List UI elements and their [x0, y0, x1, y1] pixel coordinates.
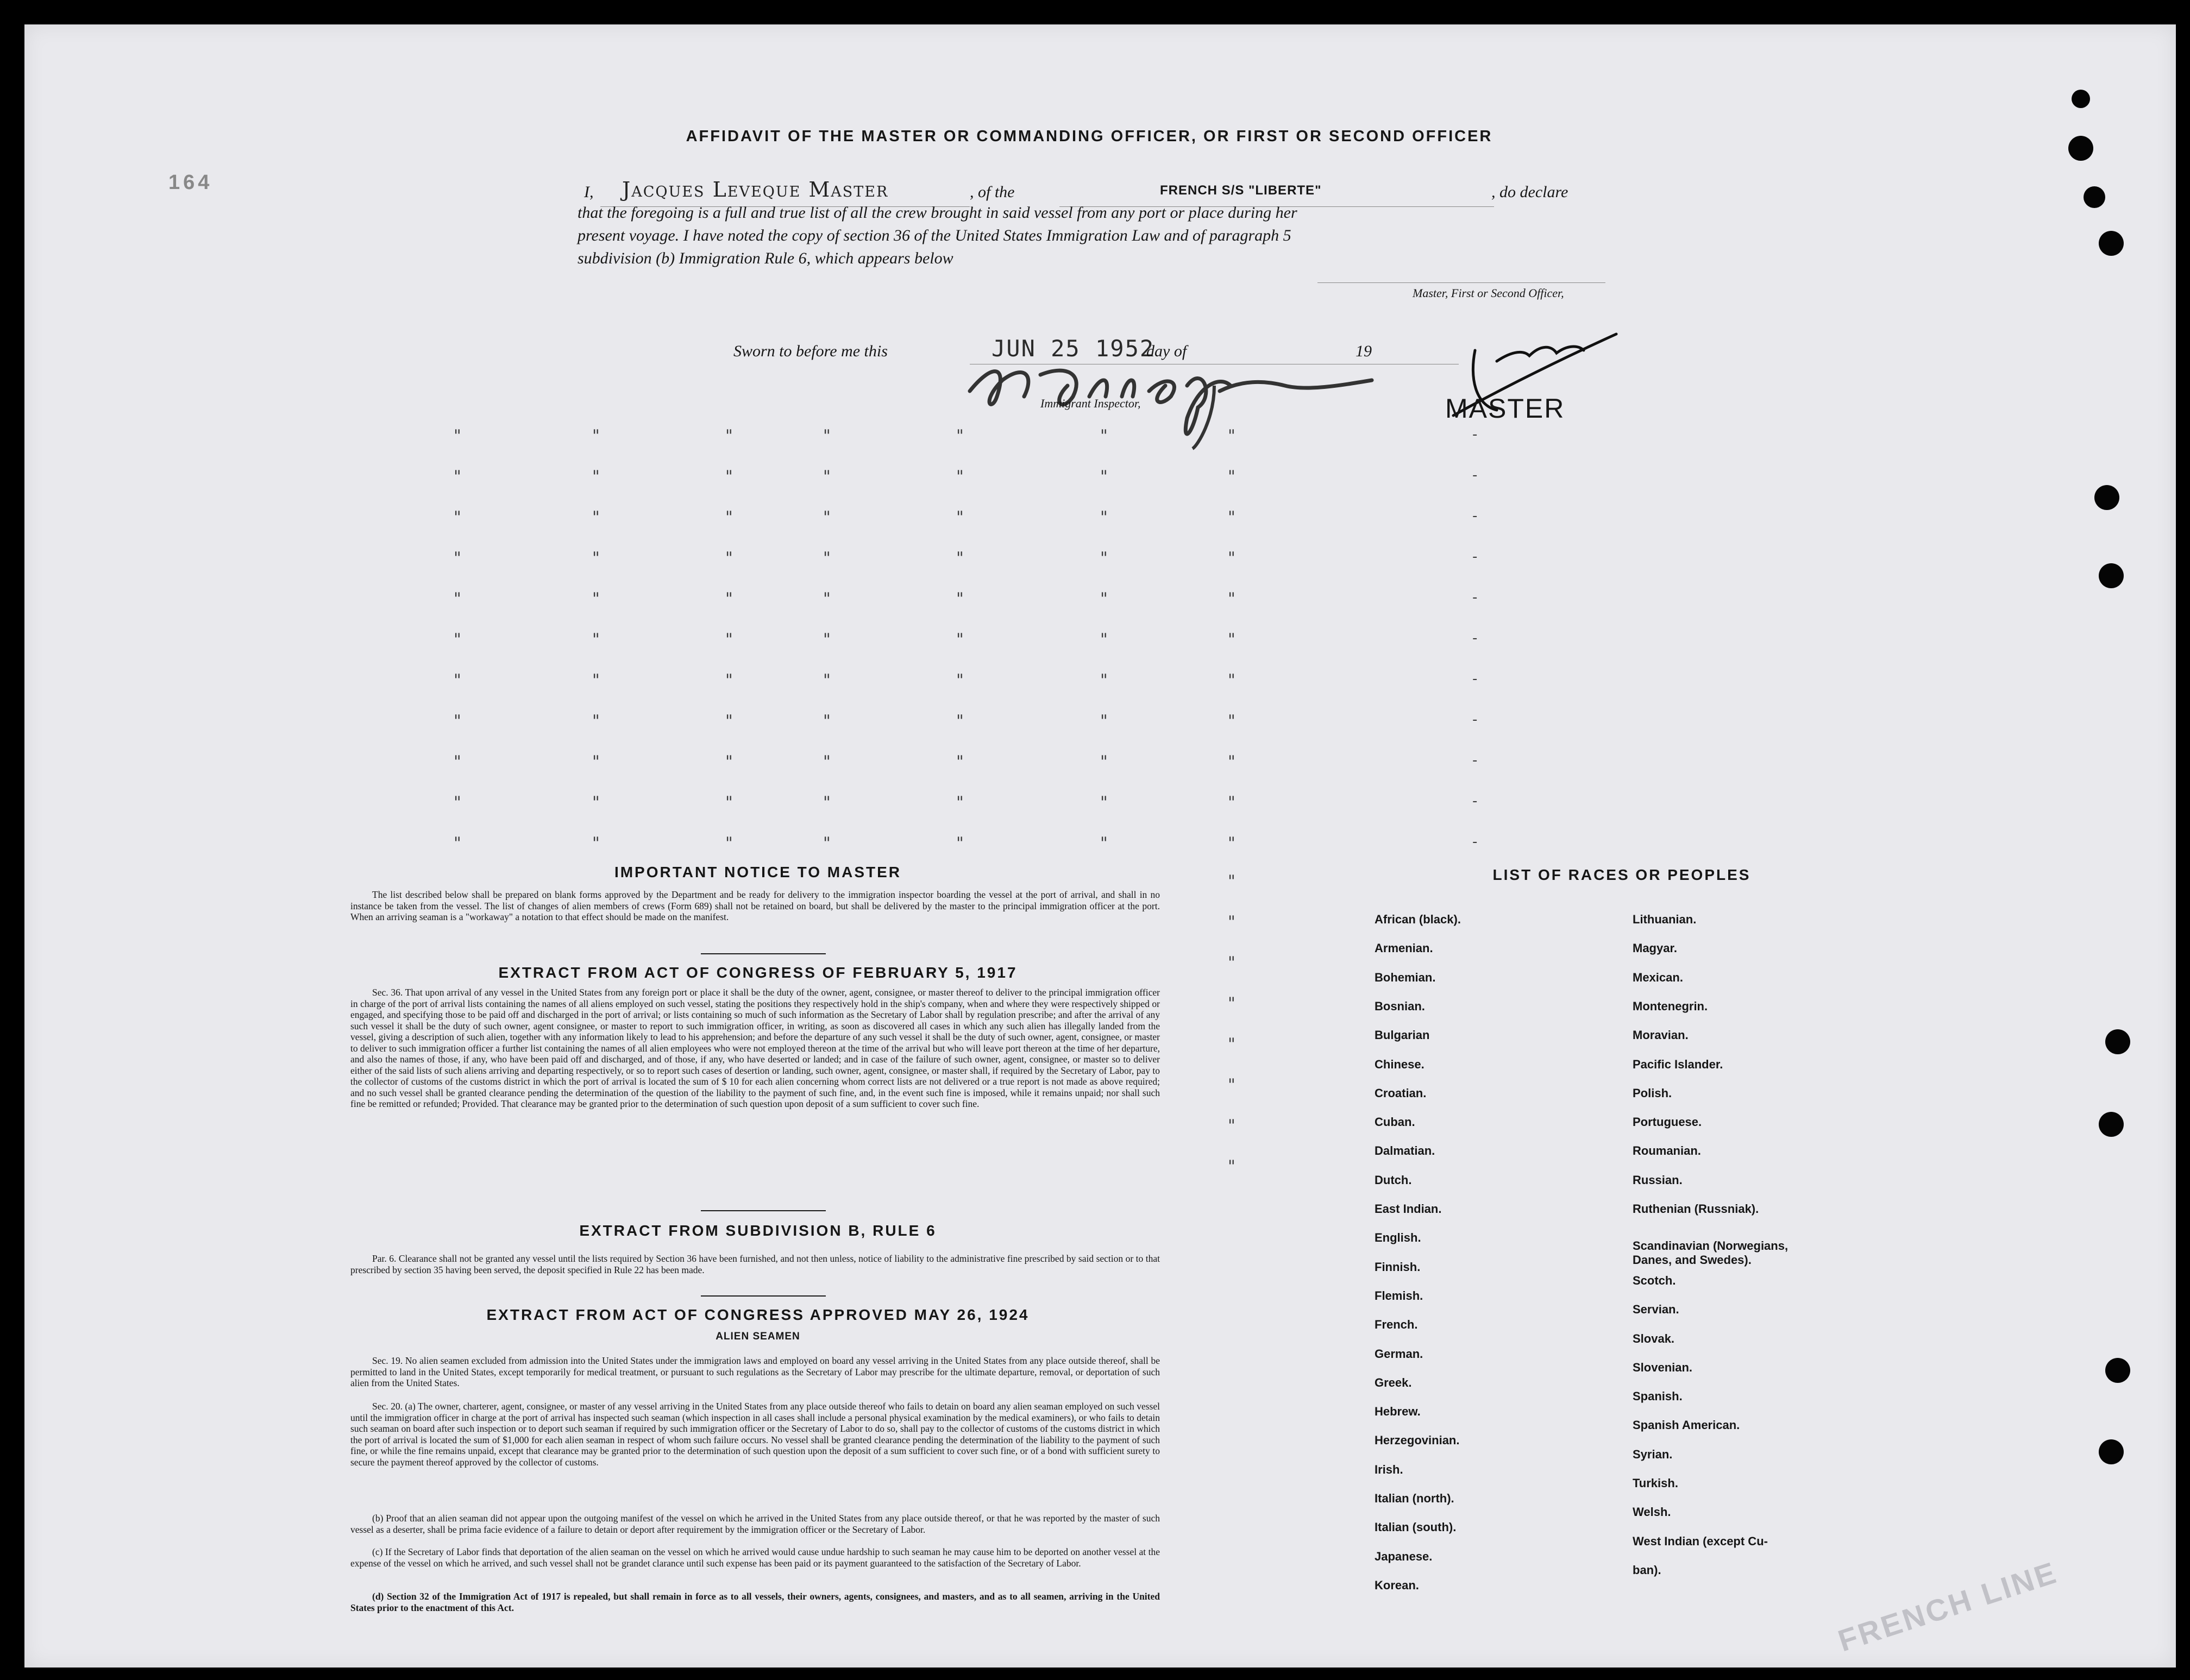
extract-1924-sec19: Sec. 19. No alien seamen excluded from admission into the United States under the immigration laws and employed on board any vessel arriving in the United States from any place outside thereof, shall be permitted to land in the United States, except temporarily for medical treatment, or pursuant to such regulations as the Secretary of Labor may prescribe for the ultimate departure, removal, or deportation of such alien from the United States. [350, 1355, 1160, 1388]
extract-1924-sec20b: (b) Proof that an alien seaman did not appear upon the outgoing manifest of the vessel on which he arrived in the United States from any place outside thereof, or that he was reported by the master of such vessel as a deserter, shall be prima facie evidence of a failure to detain or deport after requirement by the immigration officer or the Secretary of Labor. [350, 1513, 1160, 1535]
ditto-mark: " [1100, 589, 1108, 608]
ditto-mark: " [956, 752, 964, 771]
ditto-mark: " [1100, 712, 1108, 731]
dash-mark: - [1472, 589, 1478, 606]
race-item: Dutch. [1375, 1173, 1412, 1187]
affidavit-title: AFFIDAVIT OF THE MASTER OR COMMANDING OFFICER, OR FIRST OR SECOND OFFICER [686, 128, 1493, 145]
race-item: Portuguese. [1633, 1115, 1702, 1129]
ditto-mark: " [956, 508, 964, 527]
ditto-mark: " [1228, 1075, 1235, 1094]
ditto-mark: " [1100, 671, 1108, 690]
race-item: French. [1375, 1318, 1418, 1332]
dash-mark: - [1472, 426, 1478, 443]
important-notice-text: The list described below shall be prepared on blank forms approved by the Department and be ready for delivery to the immigration inspector boarding the vessel at the port of arrival, and shall in no instance be taken from the vessel. The list of changes of alien members of crews (Form 689) shall not be retained on board, but shall be delivered by the master to the principal immigration officer at the port. When an arriving seaman is a "workaway" a notation to that effect should be made on the manifest. [350, 889, 1160, 922]
affidavit-i-label: I, [584, 183, 594, 201]
ditto-mark: " [725, 508, 733, 527]
ditto-mark: " [1228, 793, 1235, 812]
ditto-mark: " [1228, 994, 1235, 1013]
ditto-mark: " [592, 793, 600, 812]
punch-hole [2099, 231, 2124, 256]
ditto-mark: " [1228, 508, 1235, 527]
extract-1924-sec20a: Sec. 20. (a) The owner, charterer, agent, consignee, or master of any vessel arriving in the United States from any place outside thereof who fails to detain on board any alien seaman employed on such vessel until the immigration officer in charge at the port of arrival has inspected such seaman (which inspection in all cases shall include a personal physical examination by the medical examiners), or who fails to detain such seaman on board after such inspection or to deport such seaman if required by such immigration officer or the Secretary of Labor to do so, shall pay to the collector of customs of the customs district in which the port of arrival is located the sum of $1,000 for each alien seaman in respect of whom such failure occurs. No vessel shall be granted clearance pending the determination of the liability to the payment of such fine, or while the fine remains unpaid, except that clearance may be granted prior to the determination of such question upon the deposit of a sum sufficient to cover such fine, or of a bond with sufficient surety to secure the payment thereof approved by the collector of customs. [350, 1401, 1160, 1468]
punch-hole [2099, 1112, 2124, 1137]
master-name-handwritten: Jacques Leveque Master [622, 178, 889, 202]
bleed-through-stamp: FRENCH LINE [1834, 1555, 2062, 1658]
ditto-mark: " [1228, 1157, 1235, 1176]
race-item: Montenegrin. [1633, 999, 1708, 1013]
ditto-mark: " [592, 671, 600, 690]
ditto-mark: " [823, 508, 831, 527]
ditto-mark: " [725, 671, 733, 690]
ditto-mark: " [454, 549, 461, 568]
ditto-mark: " [725, 630, 733, 649]
race-item: German. [1375, 1346, 1423, 1361]
extract-1924-title: EXTRACT FROM ACT OF CONGRESS APPROVED MAY 26, 1924 [486, 1306, 1030, 1323]
race-item: English. [1375, 1231, 1421, 1245]
race-item: Syrian. [1633, 1447, 1673, 1461]
race-item: Roumanian. [1633, 1144, 1701, 1158]
races-title: LIST OF RACES OR PEOPLES [1492, 866, 1751, 883]
ditto-mark: " [823, 589, 831, 608]
race-item: Croatian. [1375, 1086, 1427, 1100]
race-item: Slovak. [1633, 1331, 1675, 1345]
dash-mark: - [1472, 630, 1478, 646]
affidavit-do-declare: , do declare [1491, 183, 1568, 201]
dash-mark: - [1472, 467, 1478, 483]
ditto-mark: " [454, 752, 461, 771]
punch-hole [2084, 186, 2105, 208]
race-item: Finnish. [1375, 1260, 1421, 1274]
race-item: Italian (north). [1375, 1492, 1454, 1505]
sworn-date-stamp: JUN 25 1952 [992, 335, 1155, 362]
ditto-mark: " [592, 752, 600, 771]
race-item: Moravian. [1633, 1028, 1689, 1042]
extract-1917-text: Sec. 36. That upon arrival of any vessel in the United States from any foreign port or place it shall be the duty of the owner, agent, consignee, or master thereof to deliver to the principal immigration officer in charge of the port of arrival lists containing the names of all aliens employed on such vessel, stating the positions they respectively hold in the ship's company, when and where they were respectively shipped or engaged, and specifying those to be paid off and discharged in the port of arrival; or lists containing so much of such information as the Secretary of Labor shall by regulation prescribe; and after the arrival of any such vessel it shall be the duty of such owner, agent consignee, or master to report to such immigration officer, in writing, as soon as discovered all cases in which any such alien has illegally landed from the vessel, giving a description of such alien, together with any information likely to lead to his apprehension; and before the departure of any such vessel it shall be the duty of such owner, agent, consignee, or master to deliver to such immigration officer a further list containing the names of all alien employees who were not employed thereon at the time of the arrival but who will leave port thereon at the time of her departure, and also the names of those, if any, who have been paid off and discharged, and of those, if any, who have deserted or landed; and in case of the failure of such owner, agent, consignee, or master so to deliver either of the said lists of such aliens arriving and departing respectively, or so to report such cases of desertion or landing, such owner, agent, consignee, or master shall, if required by the Secretary of Labor, pay to the collector of customs of the customs district in which the port of arrival is located the sum of $ 10 for each alien concerning whom correct lists are not delivered or a true report is not made as above required; and no such vessel shall be granted clearance pending the determination of the question of the liability to the payment of such fine, and, in the event such fine is imposed, while it remains unpaid; nor shall such fine be remitted or refunded; Provided. That clearance may be granted prior to the determination of such question upon deposit of a sum sufficient to cover such fine. [350, 987, 1160, 1109]
race-item: Irish. [1375, 1462, 1403, 1476]
ditto-mark: " [1228, 426, 1235, 445]
punch-hole [2094, 485, 2119, 510]
dash-mark: - [1472, 508, 1478, 524]
race-item: Cuban. [1375, 1115, 1415, 1129]
race-item: Scotch. [1633, 1273, 1676, 1287]
ditto-mark: " [454, 834, 461, 853]
dash-mark: - [1472, 793, 1478, 809]
ditto-mark: " [956, 793, 964, 812]
race-item: Korean. [1375, 1578, 1419, 1592]
extract-rule6-text: Par. 6. Clearance shall not be granted any vessel until the lists required by Section 36 have been furnished, and not then unless, notice of liability to the administrative fine prescribed by said section or to that prescribed by section 35 having been served, the deposit specified in Rule 22 has been made. [350, 1253, 1160, 1275]
inspector-signature [959, 342, 1383, 451]
punch-hole [2072, 90, 2090, 108]
ditto-mark: " [592, 834, 600, 853]
ditto-mark: " [956, 589, 964, 608]
ditto-mark: " [725, 426, 733, 445]
ditto-mark: " [823, 671, 831, 690]
ditto-mark: " [823, 467, 831, 486]
ditto-mark: " [1100, 834, 1108, 853]
ditto-mark: " [454, 467, 461, 486]
ditto-mark: " [1228, 1035, 1235, 1054]
affidavit-statement-2: present voyage. I have noted the copy of section 36 of the United States Immigration Law and of paragraph 5 [578, 226, 1291, 244]
ditto-mark: " [1228, 712, 1235, 731]
ditto-mark: " [454, 793, 461, 812]
ditto-mark: " [1100, 793, 1108, 812]
ditto-mark: " [725, 834, 733, 853]
master-stamp: MASTER [1445, 393, 1565, 424]
signature-caption: Master, First or Second Officer, [1413, 286, 1564, 300]
race-item: African (black). [1375, 913, 1461, 926]
ditto-mark: " [725, 752, 733, 771]
ditto-mark: " [592, 467, 600, 486]
important-notice-title: IMPORTANT NOTICE TO MASTER [614, 864, 902, 880]
ditto-mark: " [1228, 671, 1235, 690]
race-item: Lithuanian. [1633, 913, 1697, 926]
race-item: Chinese. [1375, 1057, 1425, 1071]
race-item: Armenian. [1375, 941, 1433, 955]
race-item: Spanish American. [1633, 1418, 1740, 1432]
race-item: Turkish. [1633, 1476, 1678, 1490]
ditto-mark: " [592, 630, 600, 649]
ditto-mark: " [823, 549, 831, 568]
race-item: Russian. [1633, 1173, 1683, 1187]
ditto-mark: " [592, 549, 600, 568]
ditto-mark: " [1228, 834, 1235, 853]
extract-1924-sec20c: (c) If the Secretary of Labor finds that deportation of the alien seaman on the vessel on which he arrived would cause undue hardship to such seaman he may cause him to be deported on another vessel at the expense of the vessel on which he arrived, and such vessel shall not be grandet clarance until such expense has been paid or its payment guaranteed to the satisfaction of the Secretary of Labor. [350, 1546, 1160, 1569]
race-item: Servian. [1633, 1303, 1679, 1317]
ditto-mark: " [956, 712, 964, 731]
document-page [24, 24, 2176, 1668]
race-item: Flemish. [1375, 1288, 1423, 1303]
race-item: West Indian (except Cu- [1633, 1534, 1768, 1548]
ditto-mark: " [1228, 913, 1235, 932]
ditto-mark: " [454, 712, 461, 731]
dash-mark: - [1472, 834, 1478, 850]
ditto-mark: " [725, 589, 733, 608]
ditto-mark: " [1228, 752, 1235, 771]
race-item: Slovenian. [1633, 1360, 1693, 1374]
ditto-mark: " [1228, 549, 1235, 568]
dash-mark: - [1472, 671, 1478, 687]
race-item: Polish. [1633, 1086, 1672, 1100]
punch-hole [2068, 136, 2093, 161]
ditto-mark: " [956, 671, 964, 690]
ditto-mark: " [1228, 953, 1235, 972]
ditto-mark: " [1100, 752, 1108, 771]
race-item: Bohemian. [1375, 970, 1436, 984]
ditto-mark: " [823, 712, 831, 731]
race-item: Greek. [1375, 1375, 1412, 1389]
ditto-mark: " [1100, 508, 1108, 527]
race-item: Dalmatian. [1375, 1144, 1435, 1158]
race-item: Italian (south). [1375, 1520, 1457, 1534]
day-of-label: day of [1146, 342, 1187, 360]
ditto-mark: " [592, 426, 600, 445]
ditto-mark: " [823, 793, 831, 812]
race-item: Scandinavian (Norwegians, [1633, 1239, 1789, 1253]
divider [701, 1295, 826, 1297]
ditto-mark: " [1228, 1116, 1235, 1135]
extract-rule6-title: EXTRACT FROM SUBDIVISION B, RULE 6 [579, 1222, 937, 1239]
extract-1917-title: EXTRACT FROM ACT OF CONGRESS OF FEBRUARY 5, 1917 [498, 964, 1018, 981]
race-item: Danes, and Swedes). [1633, 1253, 1752, 1267]
ditto-mark: " [1228, 630, 1235, 649]
punch-hole [2099, 563, 2124, 588]
race-item: Herzegovinian. [1375, 1433, 1460, 1448]
race-item: Magyar. [1633, 941, 1677, 955]
ditto-mark: " [956, 630, 964, 649]
ditto-mark: " [725, 467, 733, 486]
ditto-mark: " [956, 426, 964, 445]
divider [701, 953, 826, 954]
margin-page-number: 164 [168, 171, 213, 194]
alien-seamen-subtitle: ALIEN SEAMEN [716, 1331, 800, 1342]
punch-hole [2105, 1029, 2130, 1054]
punch-hole [2105, 1358, 2130, 1383]
race-item: Pacific Islander. [1633, 1057, 1723, 1071]
affidavit-statement-3: subdivision (b) Immigration Rule 6, which appears below [578, 249, 953, 267]
race-item: Welsh. [1633, 1505, 1671, 1519]
ditto-mark: " [1228, 589, 1235, 608]
ditto-mark: " [1100, 467, 1108, 486]
race-item: Spanish. [1633, 1389, 1683, 1404]
affidavit-of-the: , of the [970, 183, 1015, 201]
signature-line [1317, 282, 1605, 283]
ditto-mark: " [454, 508, 461, 527]
dash-mark: - [1472, 752, 1478, 769]
ditto-mark: " [823, 426, 831, 445]
ditto-mark: " [1100, 549, 1108, 568]
inspector-caption: Immigrant Inspector, [1040, 397, 1141, 410]
ditto-mark: " [1228, 872, 1235, 891]
dash-mark: - [1472, 549, 1478, 565]
ditto-mark: " [823, 834, 831, 853]
year-prefix: 19 [1356, 342, 1372, 360]
sworn-label: Sworn to before me this [733, 342, 888, 360]
ditto-mark: " [454, 426, 461, 445]
ditto-mark: " [956, 834, 964, 853]
race-item: Mexican. [1633, 970, 1683, 984]
race-item: Hebrew. [1375, 1405, 1421, 1419]
ditto-mark: " [725, 549, 733, 568]
ditto-mark: " [1100, 630, 1108, 649]
ditto-mark: " [592, 508, 600, 527]
ditto-mark: " [956, 549, 964, 568]
ditto-mark: " [1228, 467, 1235, 486]
dash-mark: - [1472, 712, 1478, 728]
ditto-mark: " [454, 589, 461, 608]
race-item: Ruthenian (Russniak). [1633, 1202, 1759, 1216]
vessel-name: FRENCH S/S "LIBERTE" [1160, 183, 1322, 198]
ditto-mark: " [454, 630, 461, 649]
race-item: East Indian. [1375, 1202, 1442, 1216]
ditto-mark: " [823, 752, 831, 771]
extract-1924-sec20d: (d) Section 32 of the Immigration Act of 1917 is repealed, but shall remain in force as to all vessels, their owners, agents, consignees, and masters, and as to all seamen, arriving in the United States prior to the enactment of this Act. [350, 1591, 1160, 1613]
race-item: Japanese. [1375, 1549, 1433, 1563]
race-item: Bulgarian [1375, 1028, 1430, 1042]
ditto-mark: " [823, 630, 831, 649]
race-item: Bosnian. [1375, 999, 1425, 1013]
ditto-mark: " [725, 793, 733, 812]
ditto-mark: " [956, 467, 964, 486]
ditto-mark: " [592, 712, 600, 731]
punch-hole [2099, 1439, 2124, 1464]
ditto-mark: " [592, 589, 600, 608]
divider [701, 1210, 826, 1211]
ditto-mark: " [725, 712, 733, 731]
affidavit-statement-1: that the foregoing is a full and true list of all the crew brought in said vessel from any port or place during her [578, 204, 1297, 222]
race-item: ban). [1633, 1563, 1661, 1577]
ditto-mark: " [1100, 426, 1108, 445]
ditto-mark: " [454, 671, 461, 690]
